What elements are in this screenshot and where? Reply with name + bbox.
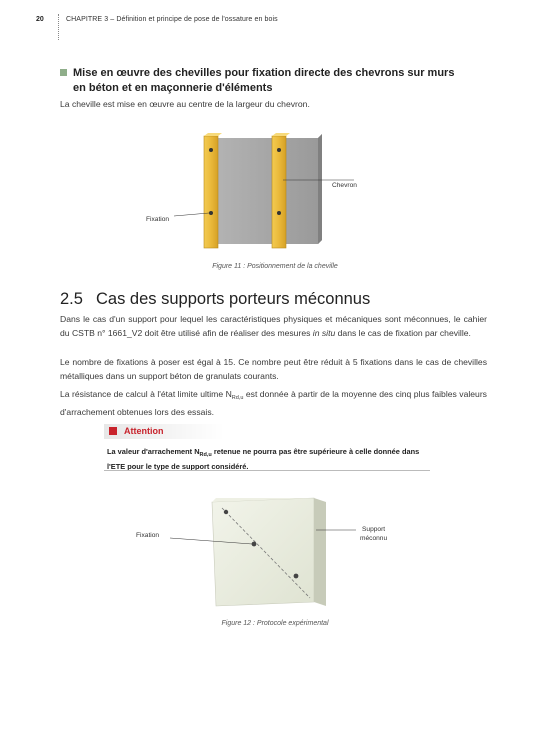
section-heading — [60, 66, 460, 96]
label-support-line1: Support — [362, 526, 386, 533]
figure-12-caption: Figure 12 : Protocole expérimental — [221, 620, 329, 627]
figure-11-caption: Figure 11 : Positionnement de la cheville — [212, 263, 338, 270]
figure-11-illustration — [140, 128, 380, 256]
attention-divider — [104, 470, 430, 471]
paragraph-3 — [60, 388, 487, 419]
rafter-right — [272, 136, 286, 248]
figure-12 — [130, 490, 400, 618]
bullet-square-icon — [60, 69, 67, 76]
attention-icon — [109, 427, 117, 435]
header-divider — [58, 14, 59, 40]
label-fixation-2: Fixation — [136, 532, 160, 539]
paragraph-3-text-a: La résistance de calcul à l'état limite ultime N — [60, 389, 232, 399]
section-intro: La cheville est mise en œuvre au centre de la largeur du chevron. — [60, 99, 310, 109]
page-number: 20 — [36, 16, 44, 23]
section-title: Cas des supports porteurs méconnus — [96, 290, 371, 308]
paragraph-3-text-b: est donnée à partir de la moyenne des cinq plus faibles valeurs d'arrachement obtenues lors des essais. — [60, 389, 487, 417]
paragraph-1-text-b: dans le cas de fixation par cheville. — [335, 327, 471, 338]
label-support-line2: méconnu — [360, 535, 388, 542]
rafter-left — [204, 136, 218, 248]
label-fixation: Fixation — [146, 216, 170, 223]
attention-bar — [104, 424, 224, 439]
paragraph-1-emphasis: in situ — [312, 327, 336, 338]
attention-text-a: La valeur d'arrachement N — [107, 447, 200, 456]
attention-subscript: Rd,u — [199, 452, 212, 458]
paragraph-2: Le nombre de fixations à poser est égal à 15. Ce nombre peut être réduit à 5 fixations dans le cas de chevilles métalliques dans un support béton de granulats courants. — [60, 357, 487, 381]
attention-text — [107, 446, 429, 472]
figure-11 — [140, 128, 380, 256]
attention-box — [104, 424, 430, 472]
paragraph-1-text-a: Dans le cas d'un support pour lequel les caractéristiques physiques et mécaniques sont méconnues, le cahier du CSTB n° 1661_V2 doit être utilisé afin de réaliser des mesures — [60, 314, 487, 338]
attention-title: Attention — [124, 426, 164, 436]
section-number: 2.5 — [60, 290, 83, 308]
support-slab — [212, 498, 314, 606]
section-2-5-heading — [60, 290, 370, 309]
figure-12-illustration — [130, 490, 400, 618]
paragraph-1 — [60, 313, 487, 340]
page-header — [36, 14, 530, 38]
chapter-title: CHAPITRE 3 – Définition et principe de pose de l'ossature en bois — [66, 16, 278, 23]
section-heading-text: Mise en œuvre des chevilles pour fixation directe des chevrons sur murs en béton et en maçonnerie d'éléments — [73, 67, 455, 94]
label-chevron: Chevron — [332, 182, 357, 189]
attention-text-b: retenue ne pourra pas être supérieure à celle donnée dans l'ETE pour le type de support considéré. — [107, 447, 420, 471]
paragraph-3-subscript: Rd,u — [231, 395, 244, 401]
